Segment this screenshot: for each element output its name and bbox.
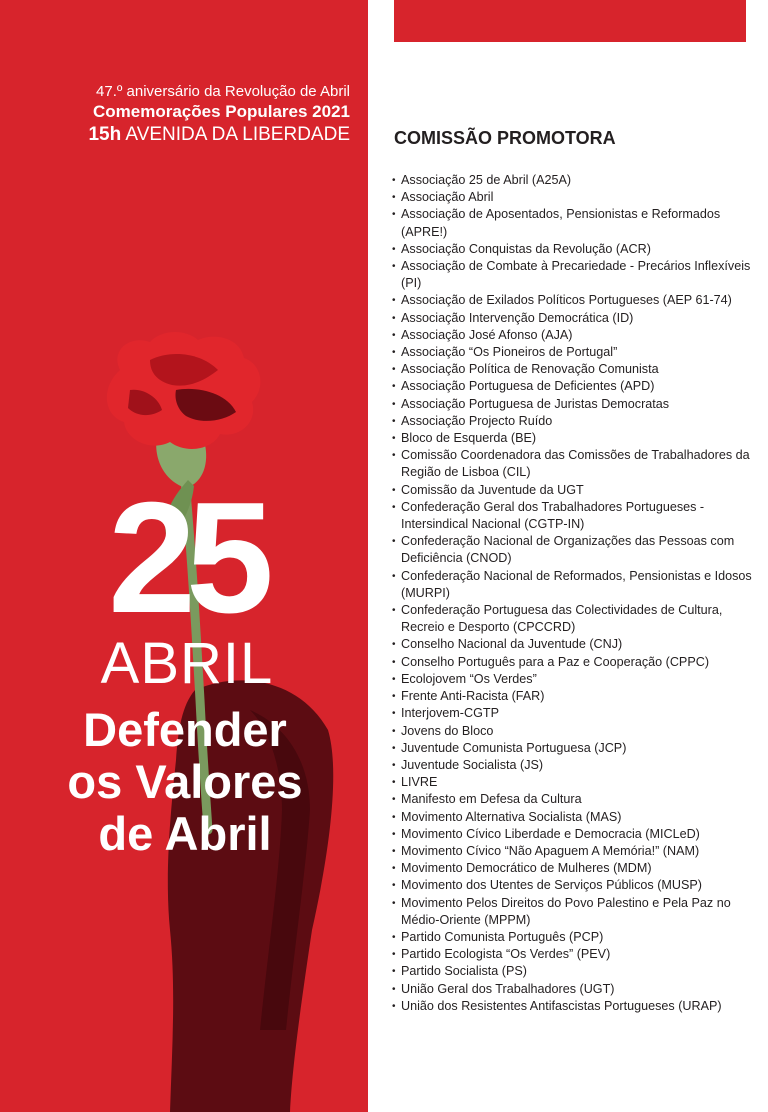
list-item: • Conselho Nacional da Juventude (CNJ) (392, 636, 752, 653)
list-item: • Associação “Os Pioneiros de Portugal” (392, 344, 752, 361)
list-item: • Confederação Nacional de Organizações das Pessoas com Deficiência (CNOD) (392, 533, 752, 567)
list-item: • Frente Anti-Racista (FAR) (392, 688, 752, 705)
list-item: • Associação de Exilados Políticos Portugueses (AEP 61-74) (392, 292, 752, 309)
list-item: • Confederação Geral dos Trabalhadores Portugueses - Intersindical Nacional (CGTP-IN) (392, 499, 752, 533)
list-item: • Ecolojovem “Os Verdes” (392, 671, 752, 688)
event-hour: 15h (88, 124, 122, 145)
list-item: • Associação de Aposentados, Pensionistas e Reformados (APRE!) (392, 206, 752, 240)
list-item: • Partido Comunista Português (PCP) (392, 929, 752, 946)
list-item: • Conselho Português para a Paz e Cooperação (CPPC) (392, 654, 752, 671)
slogan (20, 704, 350, 860)
list-item: • Movimento dos Utentes de Serviços Públicos (MUSP) (392, 877, 752, 894)
top-red-bar (394, 0, 746, 42)
list-item: • Movimento Cívico “Não Apaguem A Memória!” (NAM) (392, 843, 752, 860)
committee-title: COMISSÃO PROMOTORA (394, 128, 616, 148)
list-item: • Comissão Coordenadora das Comissões de Trabalhadores da Região de Lisboa (CIL) (392, 447, 752, 481)
event-place: AVENIDA DA LIBERDADE (121, 124, 350, 145)
list-item: • Bloco de Esquerda (BE) (392, 430, 752, 447)
list-item: • Partido Ecologista “Os Verdes” (PEV) (392, 946, 752, 963)
list-item: • Movimento Alternativa Socialista (MAS) (392, 809, 752, 826)
list-item: • Confederação Portuguesa das Colectividades de Cultura, Recreio e Desporto (CPCCRD) (392, 602, 752, 636)
list-item: • Associação 25 de Abril (A25A) (392, 172, 752, 189)
list-item: • União dos Resistentes Antifascistas Portugueses (URAP) (392, 998, 752, 1015)
list-item: • Associação Portuguesa de Deficientes (APD) (392, 378, 752, 395)
list-item: • Confederação Nacional de Reformados, Pensionistas e Idosos (MURPI) (392, 568, 752, 602)
list-item: • Associação de Combate à Precariedade - Precários Inflexíveis (PI) (392, 258, 752, 292)
list-item: • Movimento Democrático de Mulheres (MDM) (392, 860, 752, 877)
celebrations-line: Comemorações Populares 2021 (92, 102, 350, 121)
list-item: • LIVRE (392, 774, 752, 791)
list-item: • Partido Socialista (PS) (392, 963, 752, 980)
time-place-line (0, 123, 350, 146)
poster-left-panel (0, 0, 368, 1112)
list-item: • Associação Projecto Ruído (392, 413, 752, 430)
list-item: • Interjovem-CGTP (392, 705, 752, 722)
slogan-line-2: os Valores (67, 755, 303, 808)
list-item: • Comissão da Juventude da UGT (392, 482, 752, 499)
list-item: • Juventude Comunista Portuguesa (JCP) (392, 740, 752, 757)
anniversary-line: 47.º aniversário da Revolução de Abril (96, 83, 350, 100)
organization-list (392, 172, 752, 1015)
list-item: • Associação Conquistas da Revolução (ACR) (392, 241, 752, 258)
event-header (0, 82, 350, 146)
list-item: • Associação Portuguesa de Juristas Democratas (392, 396, 752, 413)
list-item: • Jovens do Bloco (392, 723, 752, 740)
day-number: 25 (108, 470, 264, 646)
list-item: • Associação Intervenção Democrática (ID) (392, 310, 752, 327)
list-item: • Juventude Socialista (JS) (392, 757, 752, 774)
list-item: • Associação José Afonso (AJA) (392, 327, 752, 344)
list-item: • Movimento Cívico Liberdade e Democracia (MICLeD) (392, 826, 752, 843)
list-item: • Associação Política de Renovação Comunista (392, 361, 752, 378)
slogan-line-3: de Abril (98, 807, 272, 860)
slogan-line-1: Defender (83, 703, 287, 756)
list-item: • Manifesto em Defesa da Cultura (392, 791, 752, 808)
list-item: • Movimento Pelos Direitos do Povo Palestino e Pela Paz no Médio-Oriente (MPPM) (392, 895, 752, 929)
list-item: • Associação Abril (392, 189, 752, 206)
month-word: ABRIL (100, 631, 274, 696)
list-item: • União Geral dos Trabalhadores (UGT) (392, 981, 752, 998)
